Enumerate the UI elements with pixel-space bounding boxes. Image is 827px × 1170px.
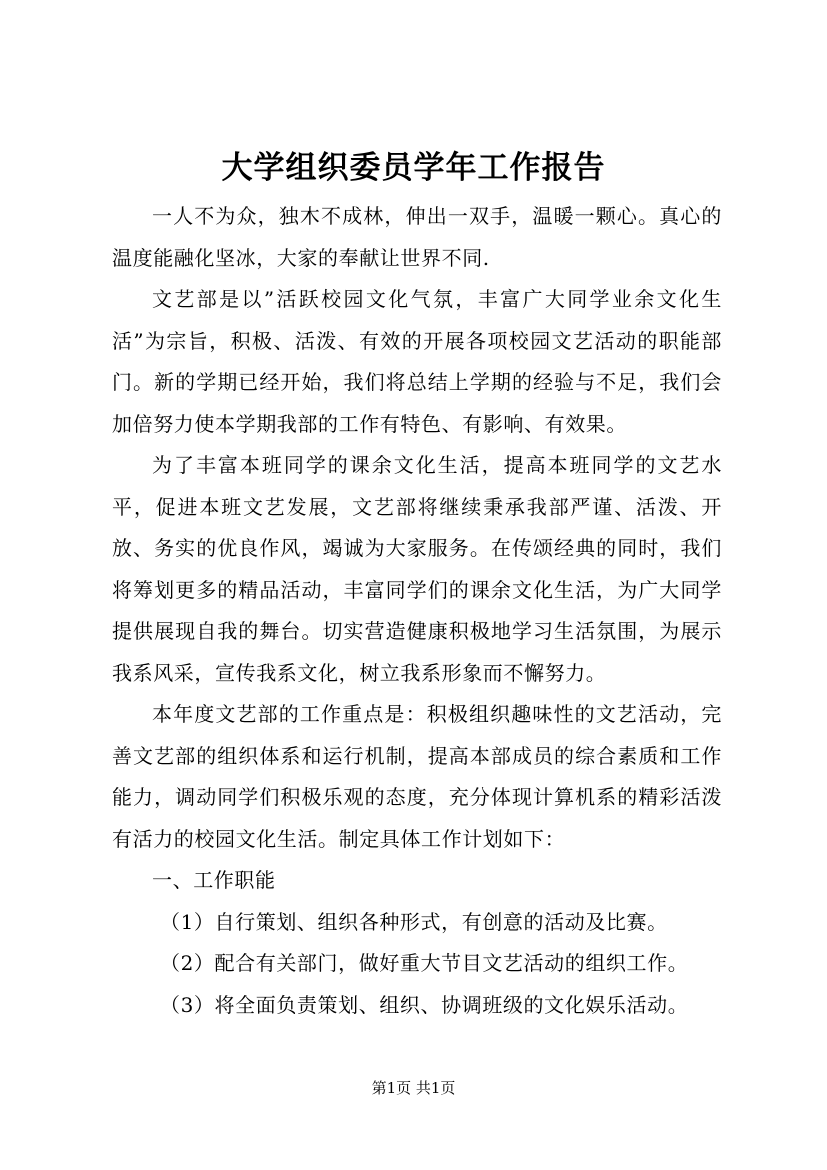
paragraph-department: 文艺部是以”活跃校园文化气氛，丰富广大同学业余文化生活”为宗旨，积极、活泼、有效的开展各项校园文艺活动的职能部门。新的学期已经开始，我们将总结上学期的经验与不足，我们会加倍努力使本学期我部的工作有特色、有影响、有效果。 xyxy=(112,287,722,436)
page-footer: 第1页 共1页 xyxy=(371,1079,456,1097)
document-title: 大学组织委员学年工作报告 xyxy=(221,150,606,186)
paragraph-intro: 一人不为众，独木不成林，伸出一双手，温暖一颗心。真心的温度能融化坚冰，大家的奉献让世界不同. xyxy=(112,204,722,270)
paragraph-goals: 为了丰富本班同学的课余文化生活，提高本班同学的文艺水平，促进本班文艺发展，文艺部将继续秉承我部严谨、活泼、开放、务实的优良作风，竭诚为大家服务。在传颂经典的同时，我们将筹划更多的精品活动，丰富同学们的课余文化生活，为广大同学提供展现自我的舞台。切实营造健康积极地学习生活氛围，为展示我系风采，宣传我系文化，树立我系形象而不懈努力。 xyxy=(112,453,722,685)
paragraph-focus: 本年度文艺部的工作重点是：积极组织趣味性的文艺活动，完善文艺部的组织体系和运行机制，提高本部成员的综合素质和工作能力，调动同学们积极乐观的态度，充分体现计算机系的精彩活泼有活力的校园文化生活。制定具体工作计划如下： xyxy=(112,702,722,851)
document-body xyxy=(112,196,722,1026)
list-item: （3）将全面负责策划、组织、协调班级的文化娱乐活动。 xyxy=(160,992,689,1017)
section-heading: 一、工作职能 xyxy=(152,868,276,892)
list-item: （2）配合有关部门，做好重大节目文艺活动的组织工作。 xyxy=(160,951,689,975)
list-item: （1）自行策划、组织各种形式，有创意的活动及比赛。 xyxy=(160,909,668,934)
